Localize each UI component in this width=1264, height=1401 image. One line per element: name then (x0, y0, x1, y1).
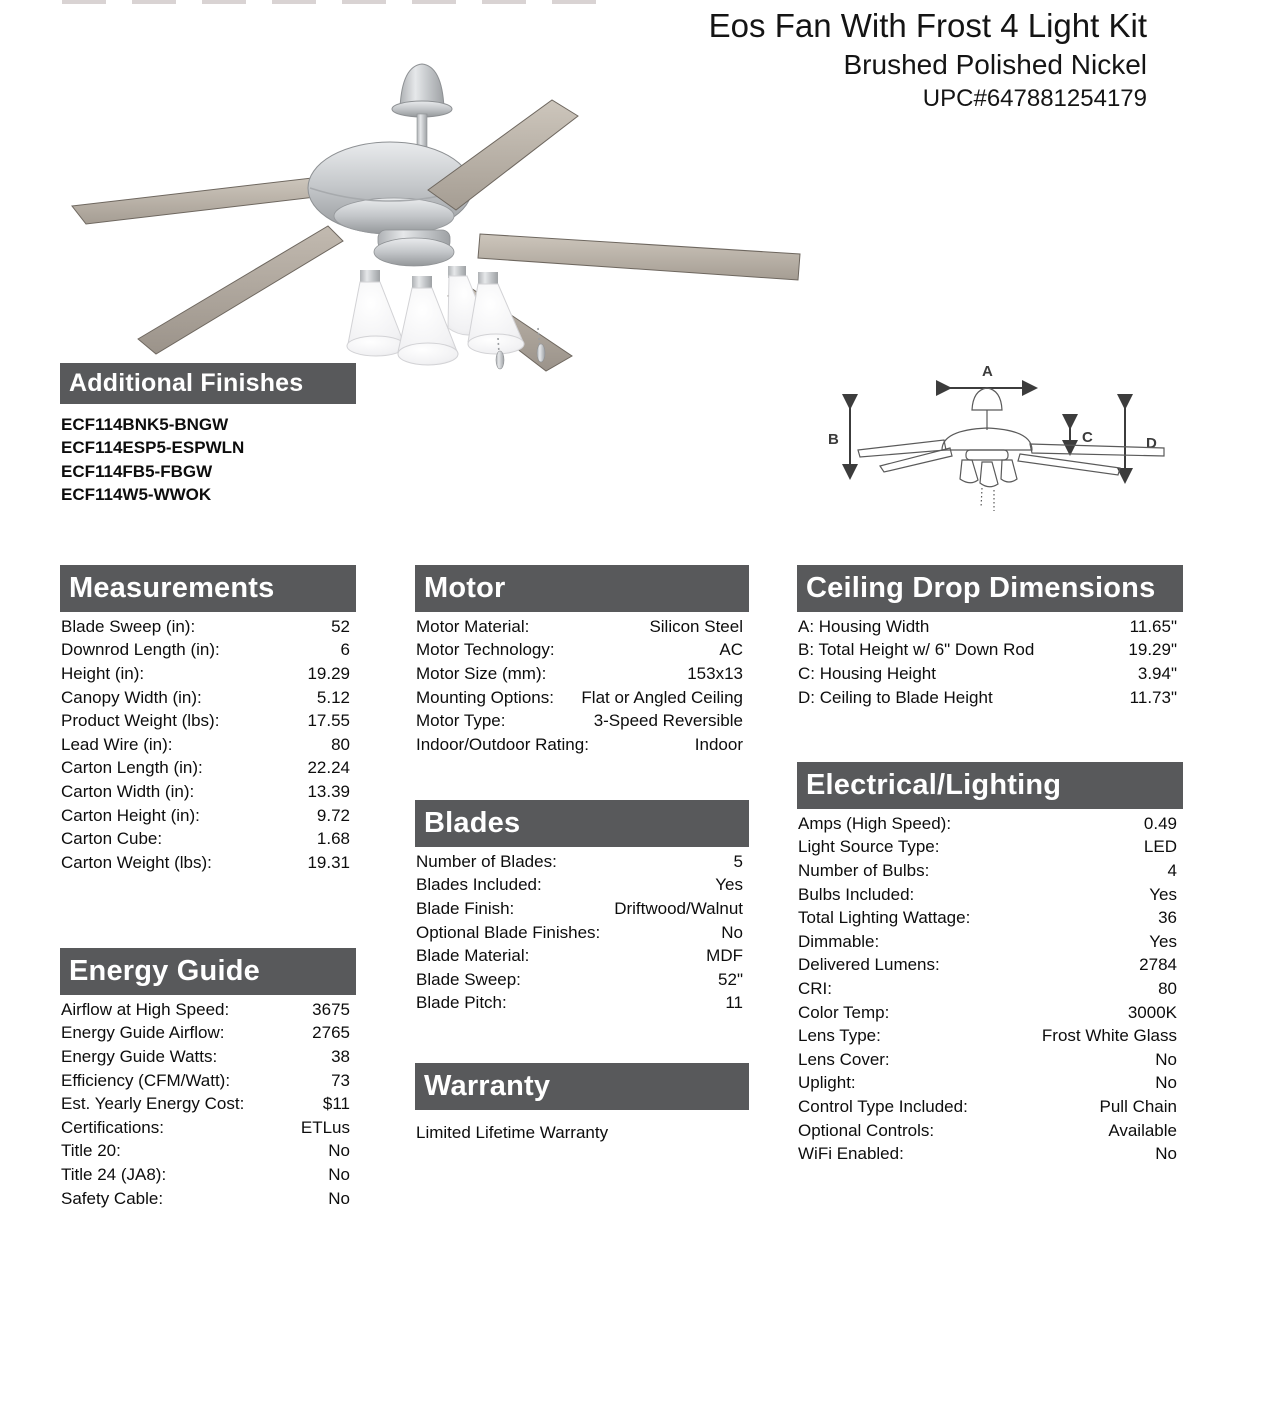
spec-value: Flat or Angled Ceiling (581, 687, 743, 707)
additional-finishes-header: Additional Finishes (60, 363, 356, 404)
spec-row (60, 998, 356, 1022)
spec-value: 19.29 (307, 663, 350, 683)
spec-row (60, 780, 356, 804)
measurements-section (60, 565, 356, 875)
motor-header: Motor (415, 565, 749, 612)
spec-label: Number of Bulbs: (798, 860, 930, 880)
spec-label: CRI: (798, 978, 832, 998)
spec-row (797, 1072, 1183, 1096)
spec-row (797, 686, 1183, 710)
spec-row (415, 944, 749, 968)
spec-value: 5 (733, 851, 743, 871)
energy-guide-header: Energy Guide (60, 948, 356, 995)
pull-chain-finial (537, 344, 545, 362)
spec-value: Frost White Glass (1041, 1026, 1177, 1046)
warranty-section (415, 1063, 749, 1143)
spec-value: ETLus (300, 1117, 350, 1137)
diagram-fan-sketch (858, 388, 1164, 511)
spec-row (415, 639, 749, 663)
spec-label: C: Housing Height (798, 663, 936, 683)
blades-section (415, 800, 749, 1015)
spec-label: D: Ceiling to Blade Height (798, 687, 993, 707)
spec-row (797, 954, 1183, 978)
ceiling-drop-header: Ceiling Drop Dimensions (797, 565, 1183, 612)
spec-row (60, 1045, 356, 1069)
spec-label: Motor Material: (416, 616, 530, 636)
spec-value: 2784 (1139, 955, 1177, 975)
spec-value: Indoor (694, 734, 743, 754)
spec-value: 17.55 (307, 711, 350, 731)
spec-value: 73 (331, 1070, 350, 1090)
spec-label: Lens Cover: (798, 1049, 890, 1069)
spec-value: Driftwood/Walnut (614, 898, 743, 918)
spec-value: $11 (322, 1094, 350, 1114)
spec-row (415, 897, 749, 921)
spec-row (60, 1092, 356, 1116)
spec-value: Pull Chain (1099, 1096, 1177, 1116)
spec-label: Certifications: (61, 1117, 164, 1137)
spec-row (797, 1001, 1183, 1025)
spec-value: 1.68 (316, 829, 350, 849)
spec-label: Title 24 (JA8): (61, 1164, 167, 1184)
spec-label: Product Weight (lbs): (61, 711, 220, 731)
spec-label: Height (in): (61, 663, 145, 683)
spec-label: Delivered Lumens: (798, 955, 940, 975)
ceiling-drop-section (797, 565, 1183, 709)
spec-label: Canopy Width (in): (61, 687, 202, 707)
spec-row (60, 615, 356, 639)
warranty-header: Warranty (415, 1063, 749, 1110)
additional-finishes-section (60, 363, 356, 507)
spec-label: Uplight: (798, 1073, 856, 1093)
spec-value: No (328, 1141, 350, 1161)
diagram-label-d: D (1146, 435, 1157, 452)
spec-row (415, 850, 749, 874)
finish-item: ECF114BNK5-BNGW (61, 414, 229, 434)
energy-guide-section (60, 948, 356, 1210)
spec-row (797, 1119, 1183, 1143)
spec-label: Efficiency (CFM/Watt): (61, 1070, 231, 1090)
spec-row (60, 686, 356, 710)
spec-row (797, 859, 1183, 883)
spec-value: Yes (1149, 884, 1177, 904)
spec-label: Blade Pitch: (416, 993, 507, 1013)
spec-label: Energy Guide Watts: (61, 1046, 218, 1066)
spec-value: 3675 (312, 999, 350, 1019)
spec-value: 11.65" (1129, 616, 1177, 636)
diagram-label-c: C (1082, 429, 1093, 446)
spec-row (797, 639, 1183, 663)
spec-label: Optional Blade Finishes: (416, 922, 601, 942)
spec-row (60, 1116, 356, 1140)
electrical-lighting-header: Electrical/Lighting (797, 762, 1183, 809)
warranty-note: Limited Lifetime Warranty (416, 1123, 609, 1142)
spec-value: 6 (340, 640, 350, 660)
spec-row (60, 1163, 356, 1187)
spec-row (797, 615, 1183, 639)
product-finish: Brushed Polished Nickel (843, 49, 1147, 80)
spec-value: No (328, 1188, 350, 1208)
spec-label: Color Temp: (798, 1002, 890, 1022)
spec-row (797, 930, 1183, 954)
spec-value: 4 (1167, 860, 1177, 880)
spec-row (60, 639, 356, 663)
spec-label: Light Source Type: (798, 837, 940, 857)
spec-row (797, 906, 1183, 930)
spec-value: 0.49 (1143, 813, 1177, 833)
spec-label: Title 20: (61, 1141, 121, 1161)
spec-row (415, 921, 749, 945)
cropped-text-remnant (62, 0, 622, 4)
spec-label: B: Total Height w/ 6" Down Rod (798, 640, 1035, 660)
fan-hub (374, 230, 454, 266)
spec-label: A: Housing Width (798, 616, 930, 636)
spec-row (60, 733, 356, 757)
spec-value: 11.73" (1129, 687, 1177, 707)
spec-label: WiFi Enabled: (798, 1144, 904, 1164)
spec-label: Motor Type: (416, 711, 506, 731)
spec-value: No (1155, 1073, 1177, 1093)
spec-label: Blade Finish: (416, 898, 515, 918)
spec-row (415, 992, 749, 1016)
spec-row (60, 1069, 356, 1093)
spec-label: Lead Wire (in): (61, 734, 173, 754)
spec-row (797, 836, 1183, 860)
spec-value: No (1155, 1049, 1177, 1069)
spec-value: AC (719, 640, 743, 660)
spec-label: Airflow at High Speed: (61, 999, 230, 1019)
electrical-lighting-rows (797, 812, 1183, 1166)
diagram-label-b: B (828, 431, 839, 448)
spec-label: Carton Weight (lbs): (61, 852, 212, 872)
spec-value: 3-Speed Reversible (593, 711, 743, 731)
motor-section (415, 565, 749, 757)
spec-label: Downrod Length (in): (61, 640, 220, 660)
spec-row (415, 686, 749, 710)
pull-chain-finial (496, 351, 504, 369)
spec-label: Amps (High Speed): (798, 813, 952, 833)
spec-row (797, 662, 1183, 686)
spec-value: Available (1108, 1120, 1177, 1140)
spec-label: Energy Guide Airflow: (61, 1023, 225, 1043)
spec-label: Optional Controls: (798, 1120, 935, 1140)
spec-label: Number of Blades: (416, 851, 557, 871)
spec-label: Bulbs Included: (798, 884, 915, 904)
spec-label: Motor Technology: (416, 640, 555, 660)
spec-value: 22.24 (307, 758, 350, 778)
finish-item: ECF114W5-WWOK (61, 485, 212, 505)
diagram-label-a: A (982, 363, 993, 380)
spec-row (60, 662, 356, 686)
spec-value: 36 (1158, 908, 1177, 928)
spec-value: 38 (331, 1046, 350, 1066)
spec-label: Carton Width (in): (61, 781, 195, 801)
spec-label: Lens Type: (798, 1026, 881, 1046)
spec-value: 19.29" (1128, 640, 1177, 660)
electrical-lighting-section (797, 762, 1183, 1166)
spec-label: Blade Sweep: (416, 969, 521, 989)
spec-value: 153x13 (687, 663, 743, 683)
spec-value: 5.12 (316, 687, 350, 707)
measurements-header: Measurements (60, 565, 356, 612)
spec-row (60, 757, 356, 781)
spec-label: Carton Length (in): (61, 758, 203, 778)
spec-label: Blades Included: (416, 875, 542, 895)
spec-value: No (1155, 1144, 1177, 1164)
spec-row (797, 1095, 1183, 1119)
dimension-diagram (820, 358, 1210, 528)
spec-row (60, 709, 356, 733)
finish-item: ECF114ESP5-ESPWLN (61, 438, 245, 458)
spec-row (60, 1022, 356, 1046)
spec-row (415, 615, 749, 639)
spec-label: Blade Material: (416, 946, 530, 966)
energy-guide-rows (60, 998, 356, 1210)
spec-value: Yes (1149, 931, 1177, 951)
blades-rows (415, 850, 749, 1015)
spec-value: 13.39 (307, 781, 350, 801)
spec-label: Est. Yearly Energy Cost: (61, 1094, 245, 1114)
product-upc: UPC#647881254179 (922, 85, 1147, 112)
spec-row (797, 1024, 1183, 1048)
spec-value: 19.31 (307, 852, 350, 872)
spec-label: Carton Height (in): (61, 805, 200, 825)
blades-header: Blades (415, 800, 749, 847)
spec-row (797, 1048, 1183, 1072)
ceiling-drop-rows (797, 615, 1183, 709)
spec-value: Yes (715, 875, 743, 895)
spec-row (60, 1187, 356, 1211)
spec-row (797, 977, 1183, 1001)
spec-value: No (721, 922, 743, 942)
finish-item: ECF114FB5-FBGW (61, 461, 213, 481)
spec-label: Indoor/Outdoor Rating: (416, 734, 589, 754)
fan-blades-left (72, 178, 343, 354)
additional-finishes-list (60, 413, 356, 507)
spec-row (415, 968, 749, 992)
spec-value: 80 (1158, 978, 1177, 998)
spec-row (60, 827, 356, 851)
spec-value: No (328, 1164, 350, 1184)
spec-row (415, 874, 749, 898)
spec-value: 80 (331, 734, 350, 754)
spec-row (797, 883, 1183, 907)
spec-row (60, 804, 356, 828)
spec-value: 3000K (1127, 1002, 1177, 1022)
spec-label: Carton Cube: (61, 829, 163, 849)
measurements-rows (60, 615, 356, 875)
spec-value: 11 (725, 993, 743, 1013)
fan-blade-right (478, 234, 800, 280)
spec-row (415, 709, 749, 733)
motor-rows (415, 615, 749, 757)
spec-label: Total Lighting Wattage: (798, 908, 971, 928)
spec-row (60, 1140, 356, 1164)
spec-label: Safety Cable: (61, 1188, 164, 1208)
spec-value: MDF (706, 946, 743, 966)
spec-row (415, 733, 749, 757)
spec-row (797, 1142, 1183, 1166)
spec-row (797, 812, 1183, 836)
spec-value: 3.94" (1137, 663, 1177, 683)
spec-value: 9.72 (316, 805, 350, 825)
product-photo (60, 38, 820, 373)
spec-label: Dimmable: (798, 931, 880, 951)
spec-label: Mounting Options: (416, 687, 554, 707)
spec-value: 2765 (312, 1023, 350, 1043)
spec-value: Silicon Steel (649, 616, 743, 636)
spec-row (415, 662, 749, 686)
light-shades (347, 266, 524, 365)
spec-row (60, 851, 356, 875)
spec-label: Blade Sweep (in): (61, 616, 196, 636)
spec-value: LED (1143, 837, 1177, 857)
product-title: Eos Fan With Frost 4 Light Kit (708, 7, 1147, 44)
spec-value: 52" (718, 969, 743, 989)
spec-label: Motor Size (mm): (416, 663, 547, 683)
spec-value: 52 (331, 616, 350, 636)
fan-blade-top-right (428, 100, 578, 210)
spec-label: Control Type Included: (798, 1096, 968, 1116)
